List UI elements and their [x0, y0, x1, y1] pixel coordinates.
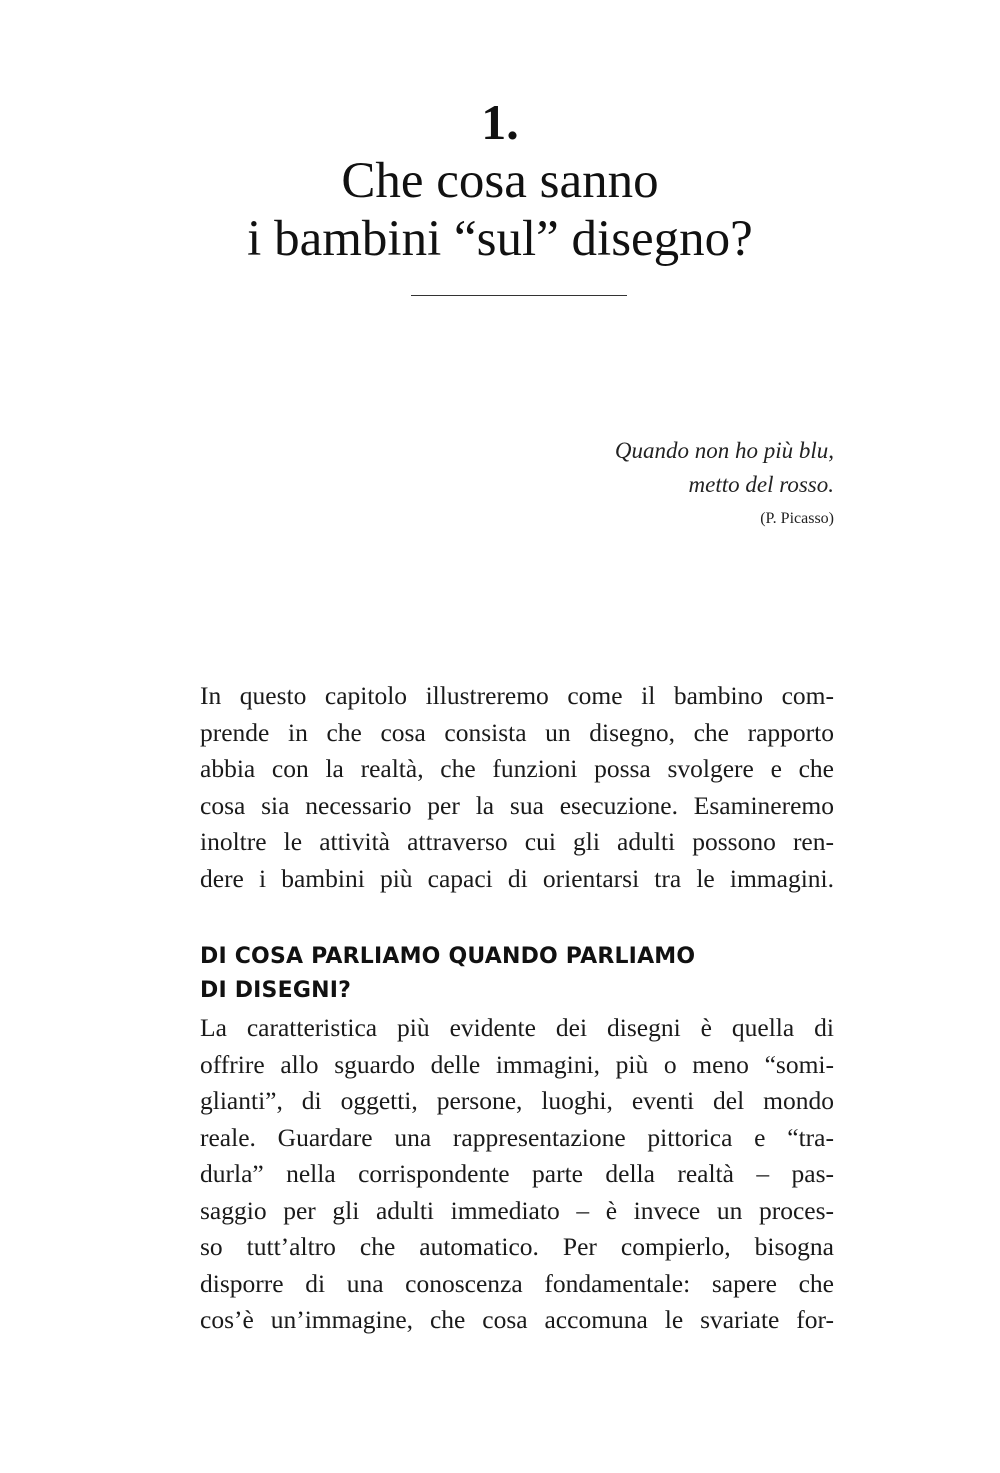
epigraph-line: metto del rosso.: [688, 472, 834, 497]
epigraph: [434, 434, 834, 531]
text-line: offrire allo sguardo delle immagini, più o meno “somi-: [200, 1049, 834, 1079]
text-line: abbia con la realtà, che funzioni possa svolgere e che: [200, 754, 834, 783]
text-line: reale. Guardare una rappresentazione pittorica e “tra-: [200, 1122, 834, 1152]
text-line: prende in che cosa consista un disegno, che rapporto: [200, 717, 834, 747]
text-line: saggio per gli adulti immediato – è invece un proces-: [200, 1195, 834, 1225]
epigraph-author: (P. Picasso): [760, 510, 834, 527]
text-line: so tutt’altro che automatico. Per compierlo, bisogna: [200, 1232, 834, 1261]
text-line: durla” nella corrispondente parte della realtà – pas-: [200, 1159, 834, 1188]
intro-paragraph: [200, 678, 834, 897]
text-line: dere i bambini più capaci di orientarsi tra le immagini.: [200, 863, 834, 893]
chapter-title-line: Che cosa sanno: [341, 153, 659, 209]
section-heading-line: DI COSA PARLIAMO QUANDO PARLIAMO: [200, 944, 696, 969]
chapter-title-line: i bambini “sul” disegno?: [247, 211, 753, 267]
section-heading-line: DI DISEGNI?: [200, 978, 352, 1003]
text-line: cosa sia necessario per la sua esecuzione. Esamineremo: [200, 790, 834, 820]
text-line: cos’è un’immagine, che cosa accomuna le svariate for-: [200, 1305, 834, 1334]
epigraph-line: Quando non ho più blu,: [614, 438, 834, 463]
chapter-title: [0, 152, 1000, 268]
text-line: La caratteristica più evidente dei disegni è quella di: [200, 1013, 834, 1042]
title-divider: [411, 295, 627, 296]
chapter-number: 1.: [481, 94, 519, 150]
section-heading: [200, 940, 834, 1008]
text-line: In questo capitolo illustreremo come il bambino com-: [200, 681, 834, 710]
text-line: glianti”, di oggetti, persone, luoghi, eventi del mondo: [200, 1086, 834, 1115]
text-line: inoltre le attività attraverso cui gli adulti possono ren-: [200, 827, 834, 856]
text-line: disporre di una conoscenza fondamentale: sapere che: [200, 1268, 834, 1298]
section-paragraph: [200, 1010, 834, 1339]
